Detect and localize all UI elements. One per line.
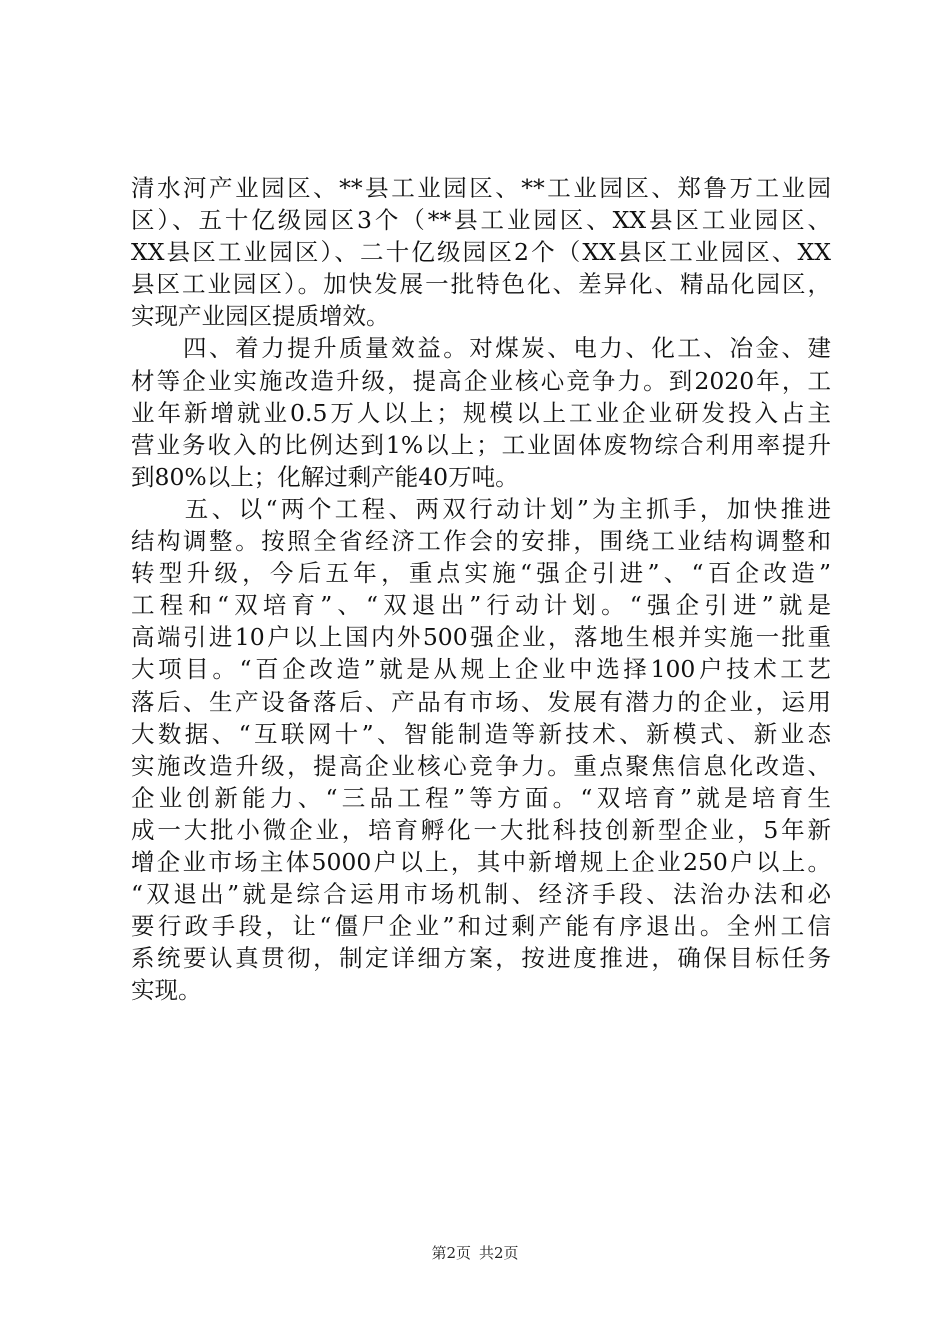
text-line: 企业创新能力、“三品工程”等方面。“双培育”就是培育生 [131,783,831,812]
text-line: 大数据、“互联网十”、智能制造等新技术、新模式、新业态 [131,719,831,748]
text-line: 五、以“两个工程、两双行动计划”为主抓手，加快推进 [131,494,831,523]
document-body [131,172,831,1006]
text-line: XX县区工业园区）、二十亿级园区2个（XX县区工业园区、XX [131,238,831,267]
text-line: 实施改造升级，提高企业核心竞争力。重点聚焦信息化改造、 [131,751,831,780]
text-line: 实现产业园区提质增效。 [131,302,390,331]
text-line: 区）、五十亿级园区3个（**县工业园区、XX县区工业园区、 [131,206,831,235]
page-number: 第2页 [431,1244,471,1262]
text-line: “双退出”就是综合运用市场机制、经济手段、法治办法和必 [131,880,831,909]
text-line: 材等企业实施改造升级，提高企业核心竞争力。到2020年，工 [131,366,831,395]
text-line: 到80%以上；化解过剩产能40万吨。 [131,462,519,491]
page-total: 共2页 [479,1244,519,1262]
text-line: 四、着力提升质量效益。对煤炭、电力、化工、冶金、建 [131,334,831,363]
page-footer [0,1243,950,1263]
text-line: 县区工业园区）。加快发展一批特色化、差异化、精品化园区， [131,270,831,299]
text-line: 大项目。“百企改造”就是从规上企业中选择100户技术工艺 [131,655,831,684]
text-line: 清水河产业园区、**县工业园区、**工业园区、郑鲁万工业园 [131,174,831,202]
text-line: 业年新增就业0.5万人以上；规模以上工业企业研发投入占主 [131,398,831,427]
text-line: 营业务收入的比例达到1%以上；工业固体废物综合利用率提升 [131,430,831,459]
text-line: 要行政手段，让“僵尸企业”和过剩产能有序退出。全州工信 [131,912,831,941]
text-line: 增企业市场主体5000户以上，其中新增规上企业250户以上。 [131,847,831,876]
text-line: 工程和“双培育”、“双退出”行动计划。“强企引进”就是 [131,591,831,620]
text-line: 落后、生产设备落后、产品有市场、发展有潜力的企业，运用 [131,687,831,716]
text-line: 实现。 [131,976,202,1005]
text-line: 结构调整。按照全省经济工作会的安排，围绕工业结构调整和 [131,527,831,556]
text-line: 系统要认真贯彻，制定详细方案，按进度推进，确保目标任务 [131,944,831,973]
text-line: 高端引进10户以上国内外500强企业，落地生根并实施一批重 [131,623,831,652]
text-line: 转型升级，今后五年，重点实施“强企引进”、“百企改造” [131,559,831,588]
text-line: 成一大批小微企业，培育孵化一大批科技创新型企业，5年新 [131,815,831,844]
